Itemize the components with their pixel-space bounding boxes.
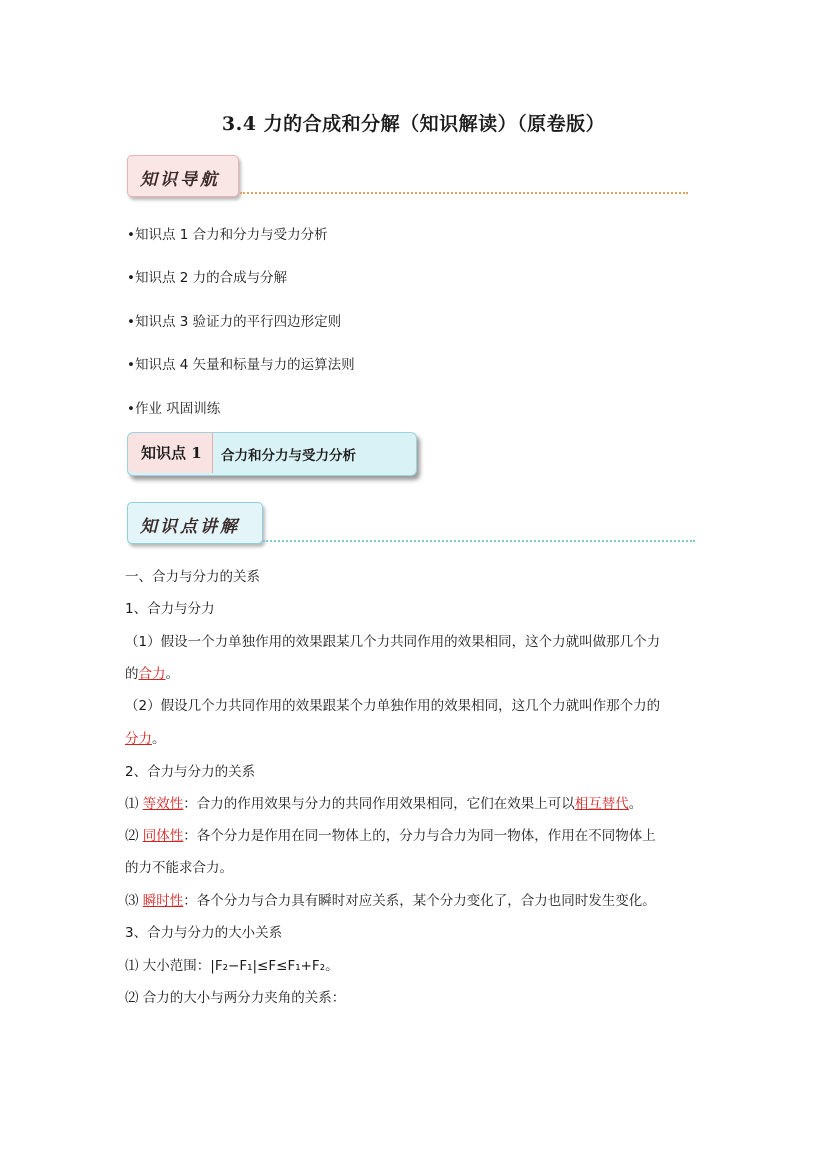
text: ⑴ [125,796,143,812]
text: 的 [125,666,139,682]
relation-item-1 [125,792,642,812]
term-highlight: 瞬时性 [142,893,184,909]
nav-item-3[interactable]: •知识点 3 验证力的平行四边形定则 [127,314,342,330]
term-highlight: 相互替代 [574,796,629,812]
paragraph-1-line-1: （1）假设一个力单独作用的效果跟某几个力共同作用的效果相同，这个力就叫做那几个力 [125,634,661,650]
relation-item-3 [125,889,656,909]
knowledge-point-title: 合力和分力与受力分析 [221,448,356,464]
section-banner-explanation [127,502,263,544]
text: ⑵ [125,828,143,844]
heading-relation: 一、合力与分力的关系 [125,569,260,585]
banner-label: 知识点讲解 [140,517,240,537]
subheading-3: 3、合力与分力的大小关系 [125,925,283,941]
text: ：各个分力与合力具有瞬时对应关系，某个分力变化了，合力也同时发生变化。 [183,893,656,909]
nav-item-homework[interactable]: •作业 巩固训练 [127,401,221,417]
term-highlight: 分力 [125,731,152,747]
text: ：合力的作用效果与分力的共同作用效果相同，它们在效果上可以 [183,796,575,812]
term-highlight: 合力 [138,666,166,682]
term-highlight: 等效性 [142,796,184,812]
knowledge-point-tag [128,433,213,473]
term-highlight: 同体性 [142,828,184,844]
nav-item-4[interactable]: •知识点 4 矢量和标量与力的运算法则 [127,357,355,373]
size-range: ⑴ 大小范围：|F₂−F₁|≤F≤F₁+F₂。 [125,958,339,974]
paragraph-1-line-2 [125,662,179,682]
relation-item-2 [125,824,656,844]
page-title: 3.4 力的合成和分解（知识解读）（原卷版） [221,113,606,135]
text: 。 [152,731,166,747]
nav-item-1[interactable]: •知识点 1 合力和分力与受力分析 [127,227,328,243]
dotted-divider [240,192,688,194]
subheading-1: 1、合力与分力 [125,601,215,617]
text: 。 [165,666,179,682]
banner-label: 知识导航 [140,170,220,190]
section-banner-navigation [127,155,239,197]
paragraph-2-line-2 [125,727,166,747]
size-angle-relation: ⑵ 合力的大小与两分力夹角的关系： [125,990,346,1006]
relation-item-2-cont: 的力不能求合力。 [125,860,233,876]
paragraph-2-line-1: （2）假设几个力共同作用的效果跟某个力单独作用的效果相同，这几个力就叫作那个力的 [125,698,661,714]
dotted-divider [263,540,695,542]
subheading-2: 2、合力与分力的关系 [125,764,256,780]
text: ：各个分力是作用在同一物体上的，分力与合力为同一物体，作用在不同物体上 [183,828,656,844]
knowledge-point-header [127,432,417,476]
text: 。 [628,796,643,812]
text: ⑶ [125,893,143,909]
knowledge-point-tag-label: 知识点 1 [141,444,202,462]
nav-item-2[interactable]: •知识点 2 力的合成与分解 [127,270,288,286]
